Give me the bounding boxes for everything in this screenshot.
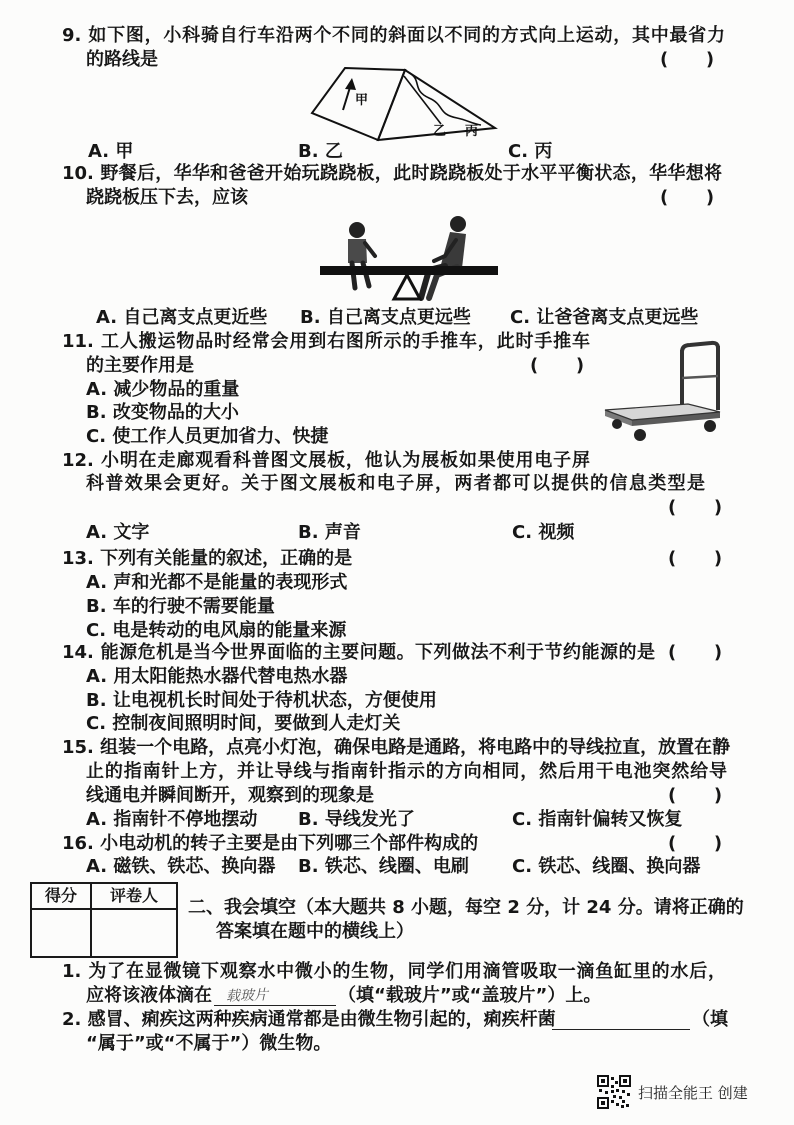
fill1-stem-line1: 1. 为了在显微镜下观察水中微小的生物，同学们用滴管吸取一滴鱼缸里的水后， — [62, 961, 726, 982]
q9-stem-line1: 9. 如下图，小科骑自行车沿两个不同的斜面以不同的方式向上运动，其中最省力 — [62, 25, 725, 46]
q10-option-b: B. 自己离支点更远些 — [300, 307, 471, 328]
section2-title-line2: 答案填在题中的横线上） — [216, 921, 414, 942]
q11-stem-line1: 11. 工人搬运物品时经常会用到右图所示的手推车，此时手推车 — [62, 331, 590, 352]
q14-option-c: C. 控制夜间照明时间，要做到人走灯关 — [86, 713, 401, 734]
q11-option-b: B. 改变物品的大小 — [86, 402, 239, 423]
hand-cart-figure — [600, 338, 725, 448]
child-figure — [348, 222, 375, 288]
q10-option-a: A. 自己离支点更近些 — [96, 307, 268, 328]
q16-option-b: B. 铁芯、线圈、电刷 — [298, 856, 469, 877]
seesaw-fulcrum — [394, 275, 420, 299]
fill1-handwritten-answer: 载玻片 — [225, 987, 269, 1005]
q13-option-b: B. 车的行驶不需要能量 — [86, 596, 275, 617]
fill2-stem-line2: “属于”或“不属于”）微生物。 — [86, 1033, 332, 1054]
q15-stem-line2: 止的指南针上方，并让导线与指南针指示的方向相同，然后用干电池突然给导 — [86, 761, 727, 782]
fill1-stem-line2-before: 应将该液体滴在 — [86, 985, 212, 1006]
grader-header: 评卷人 — [92, 884, 176, 910]
grader-cell — [92, 910, 176, 956]
q11-answer-paren: ( ) — [530, 355, 585, 376]
q16-option-c: C. 铁芯、线圈、换向器 — [512, 856, 701, 877]
score-cell — [32, 910, 92, 956]
fill2-answer-blank — [552, 1029, 690, 1030]
fill2-stem-line1-after: （填 — [692, 1009, 728, 1030]
q15-stem-line3: 线通电并瞬间断开，观察到的现象是 — [86, 785, 374, 806]
q12-option-c: C. 视频 — [512, 522, 575, 543]
q13-stem: 13. 下列有关能量的叙述，正确的是 — [62, 548, 353, 569]
cart-handle — [682, 343, 718, 410]
q12-stem-line2: 科普效果会更好。关于图文展板和电子屏，两者都可以提供的信息类型是 — [86, 473, 705, 494]
q10-answer-paren: ( ) — [660, 187, 715, 208]
q13-option-a: A. 声和光都不是能量的表现形式 — [86, 572, 348, 593]
scanner-watermark-text: 扫描全能王 创建 — [638, 1084, 748, 1102]
q16-option-a: A. 磁铁、铁芯、换向器 — [86, 856, 276, 877]
cart-platform — [605, 404, 720, 426]
q15-answer-paren: ( ) — [668, 785, 723, 806]
q12-option-b: B. 声音 — [298, 522, 361, 543]
q9-option-c: C. 丙 — [508, 141, 553, 162]
fill2-stem-line1-before: 2. 感冒、痢疾这两种疾病通常都是由微生物引起的，痢疾杆菌 — [62, 1009, 556, 1030]
section2-title-line1: 二、我会填空（本大题共 8 小题，每空 2 分，计 24 分。请将正确的 — [188, 897, 744, 918]
q15-stem-line1: 15. 组装一个电路，点亮小灯泡，确保电路是通路，将电路中的导线拉直，放置在静 — [62, 737, 731, 758]
path-jia-arrowhead — [345, 78, 356, 90]
seesaw-figure — [315, 210, 505, 305]
q9-option-a: A. 甲 — [88, 141, 134, 162]
q9-stem-line2: 的路线是 — [86, 49, 158, 70]
q14-answer-paren: ( ) — [668, 642, 723, 663]
score-table — [30, 882, 178, 958]
q15-option-b: B. 导线发光了 — [298, 809, 415, 830]
label-yi: 乙 — [433, 124, 447, 139]
q16-answer-paren: ( ) — [668, 833, 723, 854]
q11-option-a: A. 减少物品的重量 — [86, 379, 240, 400]
father-figure — [421, 216, 466, 298]
q13-option-c: C. 电是转动的电风扇的能量来源 — [86, 620, 347, 641]
q12-stem-line1: 12. 小明在走廊观看科普图文展板，他认为展板如果使用电子屏 — [62, 450, 590, 471]
q11-stem-line2: 的主要作用是 — [86, 355, 194, 376]
q9-answer-paren: ( ) — [660, 49, 715, 70]
q10-stem-line1: 10. 野餐后，华华和爸爸开始玩跷跷板，此时跷跷板处于水平平衡状态，华华想将 — [62, 163, 722, 184]
q10-stem-line2: 跷跷板压下去，应该 — [86, 187, 248, 208]
label-jia: 甲 — [355, 93, 369, 108]
q14-option-a: A. 用太阳能热水器代替电热水器 — [86, 666, 348, 687]
q10-option-c: C. 让爸爸离支点更远些 — [510, 307, 699, 328]
q14-stem: 14. 能源危机是当今世界面临的主要问题。下列做法不利于节约能源的是 — [62, 642, 655, 663]
incline-figure — [305, 62, 505, 147]
fill1-stem-line2-after: （填“载玻片”或“盖玻片”）上。 — [338, 985, 602, 1006]
q11-option-c: C. 使工作人员更加省力、快捷 — [86, 426, 329, 447]
q14-option-b: B. 让电视机长时间处于待机状态，方便使用 — [86, 690, 437, 711]
qr-code-icon — [597, 1075, 631, 1109]
label-bing: 丙 — [465, 124, 479, 139]
path-yi — [404, 76, 441, 124]
score-header: 得分 — [32, 884, 92, 910]
q13-answer-paren: ( ) — [668, 548, 723, 569]
q12-option-a: A. 文字 — [86, 522, 150, 543]
q15-option-a: A. 指南针不停地摆动 — [86, 809, 258, 830]
q12-answer-paren: ( ) — [668, 497, 723, 518]
q15-option-c: C. 指南针偏转又恢复 — [512, 809, 683, 830]
q16-stem: 16. 小电动机的转子主要是由下列哪三个部件构成的 — [62, 833, 479, 854]
seesaw-plank — [320, 266, 498, 275]
q9-option-b: B. 乙 — [298, 141, 343, 162]
